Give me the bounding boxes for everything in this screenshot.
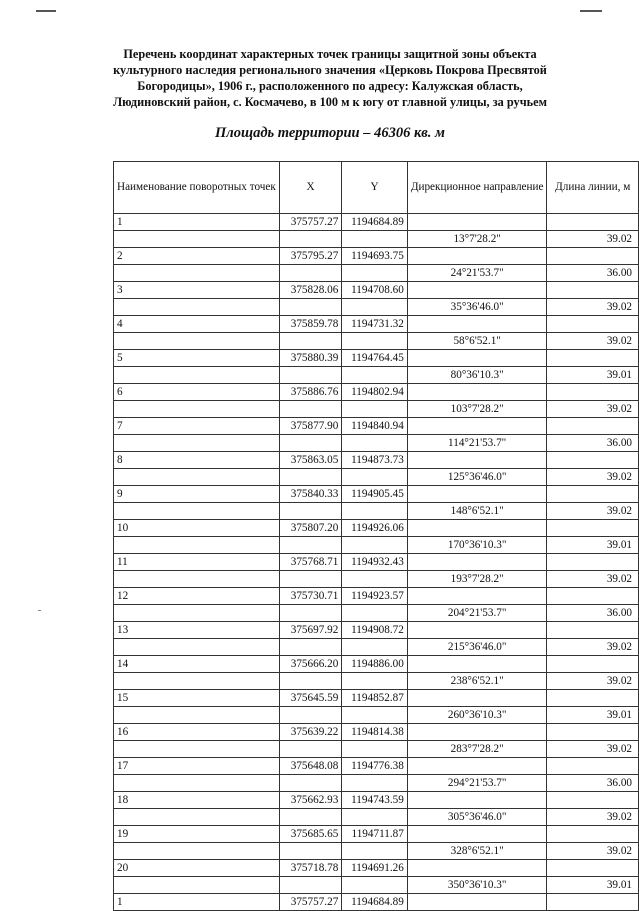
- empty-cell: [114, 775, 280, 792]
- coordinates-table: [113, 161, 639, 911]
- empty-cell: [114, 265, 280, 282]
- point-row: [114, 622, 639, 639]
- empty-cell: [547, 520, 639, 537]
- empty-cell: [547, 384, 639, 401]
- segment-row: [114, 843, 639, 860]
- point-name: 7: [114, 418, 280, 435]
- empty-cell: [279, 265, 342, 282]
- empty-cell: [342, 367, 408, 384]
- point-name: 1: [114, 214, 280, 231]
- point-row: [114, 860, 639, 877]
- empty-cell: [547, 316, 639, 333]
- point-y: 1194905.45: [342, 486, 408, 503]
- segment-length: 39.02: [547, 503, 639, 520]
- empty-cell: [342, 809, 408, 826]
- point-name: 3: [114, 282, 280, 299]
- point-row: [114, 894, 639, 911]
- point-y: 1194731.32: [342, 316, 408, 333]
- empty-cell: [279, 877, 342, 894]
- empty-cell: [342, 605, 408, 622]
- empty-cell: [114, 605, 280, 622]
- empty-cell: [279, 775, 342, 792]
- title-line: Богородицы», 1906 г., расположенного по адресу: Калужская область,: [137, 79, 523, 93]
- point-y: 1194923.57: [342, 588, 408, 605]
- segment-length: 39.02: [547, 231, 639, 248]
- empty-cell: [114, 367, 280, 384]
- segment-direction: 80°36'10.3": [407, 367, 547, 384]
- point-name: 16: [114, 724, 280, 741]
- empty-cell: [342, 673, 408, 690]
- segment-direction: 328°6'52.1": [407, 843, 547, 860]
- column-header-x: X: [279, 162, 342, 214]
- empty-cell: [407, 588, 547, 605]
- point-y: 1194908.72: [342, 622, 408, 639]
- segment-row: [114, 333, 639, 350]
- point-x: 375880.39: [279, 350, 342, 367]
- segment-direction: 148°6'52.1": [407, 503, 547, 520]
- point-x: 375828.06: [279, 282, 342, 299]
- empty-cell: [114, 333, 280, 350]
- empty-cell: [407, 758, 547, 775]
- empty-cell: [114, 843, 280, 860]
- empty-cell: [407, 350, 547, 367]
- point-x: 375886.76: [279, 384, 342, 401]
- empty-cell: [279, 639, 342, 656]
- empty-cell: [279, 367, 342, 384]
- empty-cell: [279, 809, 342, 826]
- point-x: 375645.59: [279, 690, 342, 707]
- column-header-length: Длина линии, м: [547, 162, 639, 214]
- empty-cell: [407, 520, 547, 537]
- point-y: 1194764.45: [342, 350, 408, 367]
- segment-length: 39.02: [547, 843, 639, 860]
- point-x: 375757.27: [279, 214, 342, 231]
- segment-length: 39.01: [547, 367, 639, 384]
- point-y: 1194693.75: [342, 248, 408, 265]
- segment-row: [114, 809, 639, 826]
- segment-direction: 215°36'46.0": [407, 639, 547, 656]
- empty-cell: [407, 894, 547, 911]
- empty-cell: [547, 826, 639, 843]
- point-row: [114, 418, 639, 435]
- segment-row: [114, 265, 639, 282]
- empty-cell: [279, 537, 342, 554]
- point-x: 375730.71: [279, 588, 342, 605]
- point-y: 1194708.60: [342, 282, 408, 299]
- segment-row: [114, 435, 639, 452]
- empty-cell: [407, 792, 547, 809]
- segment-direction: 204°21'53.7": [407, 605, 547, 622]
- point-row: [114, 656, 639, 673]
- area-caption: Площадь территории – 46306 кв. м: [215, 125, 445, 141]
- segment-row: [114, 367, 639, 384]
- point-name: 13: [114, 622, 280, 639]
- empty-cell: [342, 299, 408, 316]
- empty-cell: [114, 435, 280, 452]
- scan-mark-left: [36, 10, 56, 12]
- empty-cell: [279, 299, 342, 316]
- point-name: 4: [114, 316, 280, 333]
- title-line: культурного наследия регионального значения «Церковь Покрова Пресвятой: [113, 63, 547, 77]
- point-name: 1: [114, 894, 280, 911]
- empty-cell: [547, 248, 639, 265]
- empty-cell: [547, 894, 639, 911]
- segment-length: 39.02: [547, 469, 639, 486]
- segment-length: 39.02: [547, 673, 639, 690]
- empty-cell: [547, 690, 639, 707]
- point-name: 6: [114, 384, 280, 401]
- empty-cell: [547, 588, 639, 605]
- empty-cell: [342, 877, 408, 894]
- empty-cell: [279, 231, 342, 248]
- empty-cell: [407, 724, 547, 741]
- point-y: 1194743.59: [342, 792, 408, 809]
- empty-cell: [342, 775, 408, 792]
- segment-direction: 260°36'10.3": [407, 707, 547, 724]
- point-x: 375718.78: [279, 860, 342, 877]
- point-name: 5: [114, 350, 280, 367]
- segment-length: 39.01: [547, 877, 639, 894]
- segment-row: [114, 571, 639, 588]
- segment-length: 39.02: [547, 571, 639, 588]
- empty-cell: [279, 469, 342, 486]
- segment-direction: 24°21'53.7": [407, 265, 547, 282]
- segment-length: 36.00: [547, 435, 639, 452]
- empty-cell: [279, 741, 342, 758]
- segment-direction: 13°7'28.2": [407, 231, 547, 248]
- segment-row: [114, 503, 639, 520]
- column-header-direction: Дирекционное направление: [407, 162, 547, 214]
- segment-row: [114, 299, 639, 316]
- empty-cell: [342, 469, 408, 486]
- empty-cell: [407, 554, 547, 571]
- point-y: 1194852.87: [342, 690, 408, 707]
- segment-length: 39.02: [547, 809, 639, 826]
- point-x: 375697.92: [279, 622, 342, 639]
- empty-cell: [342, 231, 408, 248]
- empty-cell: [407, 452, 547, 469]
- empty-cell: [279, 707, 342, 724]
- empty-cell: [114, 231, 280, 248]
- segment-row: [114, 741, 639, 758]
- empty-cell: [342, 435, 408, 452]
- point-y: 1194932.43: [342, 554, 408, 571]
- point-y: 1194776.38: [342, 758, 408, 775]
- segment-row: [114, 401, 639, 418]
- segment-length: 36.00: [547, 605, 639, 622]
- point-name: 17: [114, 758, 280, 775]
- point-row: [114, 350, 639, 367]
- empty-cell: [342, 503, 408, 520]
- segment-row: [114, 877, 639, 894]
- point-x: 375685.65: [279, 826, 342, 843]
- segment-length: 39.02: [547, 639, 639, 656]
- empty-cell: [407, 214, 547, 231]
- point-name: 2: [114, 248, 280, 265]
- point-x: 375648.08: [279, 758, 342, 775]
- point-row: [114, 316, 639, 333]
- point-y: 1194840.94: [342, 418, 408, 435]
- point-row: [114, 758, 639, 775]
- column-header-y: Y: [342, 162, 408, 214]
- point-y: 1194886.00: [342, 656, 408, 673]
- empty-cell: [342, 537, 408, 554]
- empty-cell: [114, 877, 280, 894]
- point-row: [114, 452, 639, 469]
- point-row: [114, 282, 639, 299]
- empty-cell: [342, 265, 408, 282]
- point-x: 375863.05: [279, 452, 342, 469]
- segment-direction: 58°6'52.1": [407, 333, 547, 350]
- empty-cell: [279, 571, 342, 588]
- point-x: 375840.33: [279, 486, 342, 503]
- point-row: [114, 520, 639, 537]
- empty-cell: [547, 486, 639, 503]
- empty-cell: [407, 690, 547, 707]
- point-row: [114, 554, 639, 571]
- segment-row: [114, 673, 639, 690]
- empty-cell: [547, 350, 639, 367]
- empty-cell: [114, 503, 280, 520]
- segment-direction: 238°6'52.1": [407, 673, 547, 690]
- empty-cell: [407, 384, 547, 401]
- scan-mark-right: [580, 10, 602, 12]
- point-x: 375662.93: [279, 792, 342, 809]
- point-y: 1194684.89: [342, 894, 408, 911]
- empty-cell: [114, 469, 280, 486]
- point-row: [114, 384, 639, 401]
- segment-length: 39.01: [547, 537, 639, 554]
- segment-direction: 305°36'46.0": [407, 809, 547, 826]
- empty-cell: [342, 571, 408, 588]
- segment-direction: 294°21'53.7": [407, 775, 547, 792]
- segment-row: [114, 231, 639, 248]
- segment-row: [114, 537, 639, 554]
- empty-cell: [114, 299, 280, 316]
- empty-cell: [407, 622, 547, 639]
- empty-cell: [342, 843, 408, 860]
- point-name: 8: [114, 452, 280, 469]
- point-y: 1194691.26: [342, 860, 408, 877]
- point-y: 1194814.38: [342, 724, 408, 741]
- empty-cell: [114, 571, 280, 588]
- point-row: [114, 690, 639, 707]
- title-line: Людиновский район, с. Космачево, в 100 м к югу от главной улицы, за ручьем: [113, 95, 547, 109]
- point-x: 375795.27: [279, 248, 342, 265]
- empty-cell: [547, 214, 639, 231]
- document-title: [60, 46, 600, 110]
- point-y: 1194711.87: [342, 826, 408, 843]
- point-name: 15: [114, 690, 280, 707]
- segment-length: 39.02: [547, 401, 639, 418]
- empty-cell: [342, 741, 408, 758]
- point-x: 375666.20: [279, 656, 342, 673]
- point-y: 1194926.06: [342, 520, 408, 537]
- empty-cell: [114, 809, 280, 826]
- point-name: 14: [114, 656, 280, 673]
- segment-length: 39.02: [547, 333, 639, 350]
- point-name: 9: [114, 486, 280, 503]
- segment-row: [114, 469, 639, 486]
- scan-dot: [38, 610, 41, 611]
- point-name: 11: [114, 554, 280, 571]
- segment-direction: 35°36'46.0": [407, 299, 547, 316]
- empty-cell: [547, 724, 639, 741]
- empty-cell: [114, 639, 280, 656]
- segment-length: 39.02: [547, 741, 639, 758]
- empty-cell: [279, 673, 342, 690]
- empty-cell: [342, 401, 408, 418]
- point-name: 18: [114, 792, 280, 809]
- point-row: [114, 792, 639, 809]
- empty-cell: [547, 622, 639, 639]
- segment-row: [114, 639, 639, 656]
- empty-cell: [114, 707, 280, 724]
- point-row: [114, 248, 639, 265]
- empty-cell: [407, 860, 547, 877]
- empty-cell: [547, 758, 639, 775]
- point-name: 20: [114, 860, 280, 877]
- empty-cell: [342, 639, 408, 656]
- empty-cell: [114, 537, 280, 554]
- empty-cell: [407, 826, 547, 843]
- empty-cell: [279, 843, 342, 860]
- point-x: 375859.78: [279, 316, 342, 333]
- table-header-row: [114, 162, 639, 214]
- point-row: [114, 724, 639, 741]
- empty-cell: [279, 333, 342, 350]
- empty-cell: [547, 792, 639, 809]
- point-row: [114, 826, 639, 843]
- empty-cell: [114, 741, 280, 758]
- point-row: [114, 486, 639, 503]
- segment-direction: 193°7'28.2": [407, 571, 547, 588]
- empty-cell: [547, 656, 639, 673]
- segment-direction: 103°7'28.2": [407, 401, 547, 418]
- segment-row: [114, 775, 639, 792]
- empty-cell: [407, 282, 547, 299]
- column-header-point: Наименование поворотных точек: [114, 162, 280, 214]
- point-x: 375757.27: [279, 894, 342, 911]
- point-name: 10: [114, 520, 280, 537]
- title-line: Перечень координат характерных точек границы защитной зоны объекта: [123, 47, 537, 61]
- segment-length: 36.00: [547, 775, 639, 792]
- empty-cell: [407, 248, 547, 265]
- segment-direction: 114°21'53.7": [407, 435, 547, 452]
- empty-cell: [547, 860, 639, 877]
- empty-cell: [279, 435, 342, 452]
- empty-cell: [407, 418, 547, 435]
- empty-cell: [407, 316, 547, 333]
- empty-cell: [114, 401, 280, 418]
- empty-cell: [279, 401, 342, 418]
- segment-direction: 350°36'10.3": [407, 877, 547, 894]
- point-row: [114, 214, 639, 231]
- point-name: 12: [114, 588, 280, 605]
- empty-cell: [547, 554, 639, 571]
- empty-cell: [342, 333, 408, 350]
- point-y: 1194802.94: [342, 384, 408, 401]
- empty-cell: [279, 605, 342, 622]
- segment-row: [114, 605, 639, 622]
- segment-length: 36.00: [547, 265, 639, 282]
- empty-cell: [279, 503, 342, 520]
- point-x: 375768.71: [279, 554, 342, 571]
- empty-cell: [547, 452, 639, 469]
- segment-direction: 283°7'28.2": [407, 741, 547, 758]
- segment-row: [114, 707, 639, 724]
- point-x: 375807.20: [279, 520, 342, 537]
- segment-length: 39.01: [547, 707, 639, 724]
- empty-cell: [114, 673, 280, 690]
- empty-cell: [407, 486, 547, 503]
- empty-cell: [547, 418, 639, 435]
- segment-direction: 125°36'46.0": [407, 469, 547, 486]
- empty-cell: [342, 707, 408, 724]
- point-row: [114, 588, 639, 605]
- point-y: 1194684.89: [342, 214, 408, 231]
- segment-length: 39.02: [547, 299, 639, 316]
- point-name: 19: [114, 826, 280, 843]
- segment-direction: 170°36'10.3": [407, 537, 547, 554]
- point-x: 375877.90: [279, 418, 342, 435]
- empty-cell: [407, 656, 547, 673]
- point-y: 1194873.73: [342, 452, 408, 469]
- empty-cell: [547, 282, 639, 299]
- point-x: 375639.22: [279, 724, 342, 741]
